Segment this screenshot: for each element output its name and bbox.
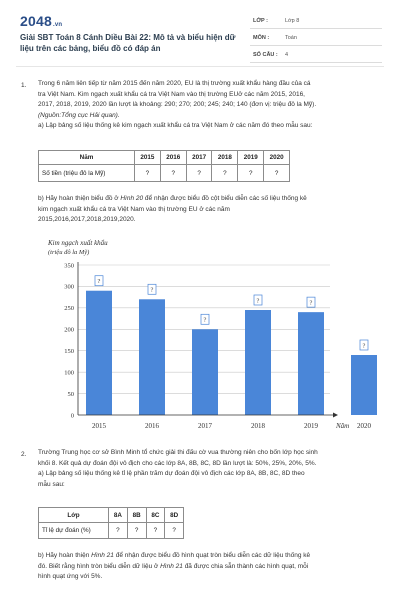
meta-key: SỐ CÂU : (253, 52, 278, 58)
table-cell: ? (146, 523, 165, 539)
x-tick-label: 2020 (357, 422, 371, 430)
table-header-cell: 2016 (160, 151, 186, 165)
q1-source (38, 111, 388, 122)
table-cell: ? (109, 523, 128, 539)
page-header (0, 0, 400, 66)
question-1-text (38, 79, 388, 132)
chart-xlabel: Năm (336, 422, 350, 430)
document-title: Giải SBT Toán 8 Cánh Diều Bài 22: Mô tả và biểu hiện dữ liệu trên các bảng, biểu đồ có đáp án (20, 33, 236, 53)
y-tick-label: 250 (64, 305, 74, 313)
q2-part-b-line (38, 562, 388, 573)
q2-part-b-line (38, 551, 388, 562)
table-cell: ? (238, 165, 264, 182)
table-cell: ? (127, 523, 146, 539)
x-tick-label: 2015 (92, 422, 106, 430)
source-citation: (Nguồn:Tổng cục Hải quan). (38, 111, 120, 119)
bar-value-label: ? (203, 316, 207, 324)
table-header-row (39, 508, 184, 523)
y-tick-label: 150 (64, 348, 74, 356)
meta-value: Toán (285, 35, 297, 41)
text-fragment: để nhận được biểu đồ hình quạt tròn biểu diễn các dữ liệu thống kê (115, 552, 311, 559)
bar-value-label: ? (97, 278, 101, 286)
table-header-cell: 2017 (186, 151, 212, 165)
meta-value: Lớp 8 (285, 18, 300, 24)
table-cell: ? (186, 165, 212, 182)
table-header-cell: 8C (146, 508, 165, 523)
question-2-text (38, 448, 388, 490)
x-tick-label: 2019 (304, 422, 318, 430)
q1-table (38, 150, 290, 182)
q1-part-b-line (38, 194, 388, 205)
table-cell: ? (165, 523, 184, 539)
meta-row-grade (250, 15, 382, 29)
table-header-cell: 8B (127, 508, 146, 523)
chart-x-ticks (92, 422, 372, 430)
bar (86, 291, 112, 415)
header-divider (16, 66, 384, 67)
table-header-row (39, 151, 290, 165)
figure-reference: Hình 20 (120, 195, 144, 202)
bar-value-label: ? (256, 297, 260, 305)
q1-part-b-line: 2015,2016,2017,2018,2019,2020. (38, 216, 136, 224)
text-fragment: b) Hãy hoàn thiện (38, 552, 90, 559)
chart-y-ticks (64, 262, 74, 419)
table-row-label: Tỉ lệ dự đoán (%) (39, 523, 109, 539)
x-tick-label: 2018 (251, 422, 265, 430)
table-header-cell: 2020 (264, 151, 290, 165)
table-cell: ? (212, 165, 238, 182)
question-2-number: 2. (21, 451, 27, 458)
figure-reference: Hình 21 (160, 562, 183, 570)
table-cell: ? (264, 165, 290, 182)
logo-tld: .vn (52, 22, 63, 28)
meta-key: MÔN : (253, 35, 270, 41)
text-fragment: đã được chia sẵn thành các hình quạt, mỗi (184, 562, 309, 570)
y-tick-label: 100 (64, 369, 74, 377)
text-fragment: để nhận được biểu đồ cột biểu diễn các số liệu thống kê (144, 195, 307, 202)
q1-line: 2017, 2018, 2019, 2020 lần lượt là khoảng: 290; 270; 200; 245; 240; 140 (đơn vị: triệu đô la Mỹ). (38, 101, 317, 109)
bar (351, 355, 377, 415)
q1-line: tra Việt Nam. Kim ngạch xuất khẩu cá tra Việt Nam vào thị trường EUở các năm 2015, 2016, (38, 90, 305, 98)
question-1-number: 1. (21, 82, 27, 89)
table-header-cell: Lớp (39, 508, 109, 523)
bar-value-label: ? (362, 342, 366, 350)
y-tick-label: 300 (64, 283, 74, 291)
text-fragment: đó. Biết rằng hình tròn biểu diễn dữ liệu ở (38, 562, 159, 570)
q2-part-b-line: hình quạt ứng với 5%. (38, 573, 103, 581)
bar-chart (36, 236, 371, 436)
table-row-label: Số tiền (triệu đô la Mỹ) (39, 165, 135, 182)
bar (192, 329, 218, 415)
q2-line: a) Lập bảng số liệu thống kê tỉ lệ phần trăm dự đoán đội vô địch các lớp 8A, 8B, 8C, 8D theo (38, 470, 305, 478)
table-cell: ? (135, 165, 161, 182)
table-cell: ? (160, 165, 186, 182)
meta-row-subject (250, 32, 382, 46)
bar-value-label: ? (309, 299, 313, 307)
bar (298, 312, 324, 415)
y-tick-label: 50 (67, 390, 74, 398)
q2-line: Trường Trung học cơ sở Bình Minh tổ chức giải thi đấu cờ vua thường niên cho bốn lớp học sinh (38, 449, 318, 456)
chart-bars (86, 276, 377, 415)
q2-part-b (38, 551, 388, 583)
table-header-cell: 2019 (238, 151, 264, 165)
table-header-cell: 2018 (212, 151, 238, 165)
y-tick-label: 200 (64, 326, 74, 334)
table-header-cell: Năm (39, 151, 135, 165)
table-header-cell: 2015 (135, 151, 161, 165)
y-tick-label: 0 (70, 412, 74, 420)
meta-value: 4 (285, 52, 289, 58)
chart-ylabel-line1: Kim ngạch xuất khẩu (48, 239, 108, 247)
y-tick-label: 350 (64, 262, 74, 270)
figure-reference: Hình 21 (91, 552, 114, 559)
x-tick-label: 2016 (145, 422, 159, 430)
text-fragment: b) Hãy hoàn thiện biểu đồ ở (38, 195, 119, 202)
meta-key: LỚP : (253, 18, 268, 24)
bar (139, 299, 165, 415)
q1-part-b (38, 194, 388, 226)
table-header-cell: 8D (165, 508, 184, 523)
bar (245, 310, 271, 415)
q2-line: khối 8. Kết quả dự đoán đội vô địch cho các lớp 8A, 8B, 8C, 8D lần lượt là: 50%, 25%, 20%, 5%. (38, 459, 317, 467)
meta-row-question-count (250, 49, 382, 63)
q2-table (38, 507, 184, 539)
x-tick-label: 2017 (198, 422, 212, 430)
logo-text: 2048 (20, 13, 52, 29)
q2-line: mẫu sau: (38, 480, 65, 488)
table-row (39, 523, 184, 539)
q1-line: Trong 6 năm liên tiếp từ năm 2015 đến năm 2020, EU là thị trường xuất khẩu hàng đầu của cá (38, 80, 311, 87)
document-meta (250, 15, 382, 66)
site-logo[interactable] (20, 13, 62, 29)
x-axis-arrow (333, 413, 338, 418)
table-row (39, 165, 290, 182)
q1-part-b-line: kim ngạch xuất khẩu cá tra Việt Nam vào thị trường EU ở các năm (38, 205, 230, 213)
table-header-cell: 8A (109, 508, 128, 523)
chart-ylabel-line2: (triệu đô la Mỹ) (48, 249, 90, 256)
bar-value-label: ? (150, 286, 154, 294)
q1-part-a: a) Lập bảng số liệu thống kê kim ngạch xuất khẩu cá tra Việt Nam ở các năm đó theo mẫu sau: (38, 122, 313, 130)
